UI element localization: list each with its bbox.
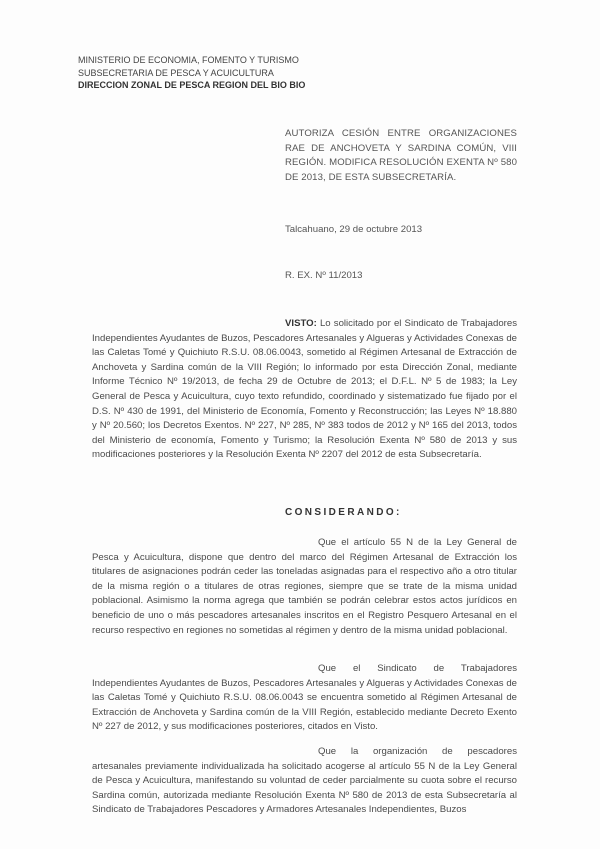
document-date: Talcahuano, 29 de octubre 2013 (285, 224, 423, 235)
subsecretary-line: SUBSECRETARIA DE PESCA Y ACUICULTURA (78, 67, 274, 78)
document-subject: AUTORIZA CESIÓN ENTRE ORGANIZACIONES RAE DE ANCHOVETA Y SARDINA COMÚN, VIII REGIÓN. MODIFICA RESOLUCIÓN EXENTA Nº 580 DE 2013, DE ESTA SUBSECRETARÍA. (285, 128, 517, 183)
considerando-paragraph-1 (92, 536, 517, 638)
ministry-line: MINISTERIO DE ECONOMIA, FOMENTO Y TURISMO (78, 55, 299, 65)
letterhead (78, 54, 305, 92)
visto-section (92, 317, 517, 463)
considerando-heading: CONSIDERANDO: (285, 507, 402, 518)
zonal-office-line: DIRECCION ZONAL DE PESCA REGION DEL BIO BIO (78, 80, 306, 90)
visto-label: VISTO: (285, 318, 317, 329)
visto-text: Lo solicitado por el Sindicato de Trabajadores Independientes Ayudantes de Buzos, Pescadores Artesanales y Algueras y Actividades Conexas de las Caletas Tomé y Quichiuto R.S.U. 08.06.0043, sometido al Régimen Artesanal de Extracción de Anchoveta y Sardina común de la VIII Región; lo informado por esta Dirección Zonal, mediante Informe Técnico Nº 19/2013, de fecha 29 de Octubre de 2013; el D.F.L. Nº 5 de 1983; la Ley General de Pesca y Acuicultura, cuyo texto refundido, coordinado y sistematizado fue fijado por el D.S. Nº 430 de 1991, del Ministerio de Economía, Fomento y Reconstrucción; las Leyes Nº 18.880 y Nº 20.560; los Decretos Exentos. Nº 227, Nº 285, Nº 383 todos de 2012 y Nº 165 del 2013, todos del Ministerio de economía, Fomento y Turismo; la Resolución Exenta Nº 580 de 2013 y sus modificaciones posteriores y la Resolución Exenta Nº 2207 del 2012 de esta Subsecretaría. (92, 318, 517, 461)
paragraph-text: Que el artículo 55 N de la Ley General de Pesca y Acuicultura, dispone que dentro del marco del Régimen Artesanal de Extracción los titulares de asignaciones podrán ceder las toneladas asignadas para el respectivo año a otro titular de la misma región o a titulares de otras regiones, siempre que se trate de la misma unidad poblacional. Asimismo la norma agrega que también se podrán celebrar estos actos jurídicos en beneficio de uno o más pescadores artesanales inscritos en el Registro Pesquero Artesanal en el recurso respectivo en regiones no sometidas al régimen y dentro de la misma unidad poblacional. (92, 537, 517, 636)
considerando-paragraph-2 (92, 662, 517, 735)
considerando-paragraph-3 (92, 745, 517, 818)
paragraph-text: Que la organización de pescadores artesanales previamente individualizada ha solicitado acogerse al artículo 55 N de la Ley General de Pesca y Acuicultura, manifestando su voluntad de ceder parcialmente su cuota sobre el recurso Sardina común, autorizada mediante Resolución Exenta Nº 580 de 2013 de esta Subsecretaría al Sindicato de Trabajadores Pescadores y Armadores Artesanales Independientes, Buzos (92, 746, 517, 816)
paragraph-text: Que el Sindicato de Trabajadores Independientes Ayudantes de Buzos, Pescadores Artesanales y Algueras y Actividades Conexas de las Caletas Tomé y Quichiuto R.S.U. 08.06.0043 se encuentra sometido al Régimen Artesanal de Extracción de Anchoveta y Sardina común de la VIII Región, establecido mediante Decreto Exento Nº 227 de 2012, y sus modificaciones posteriores, citados en Visto. (92, 663, 517, 733)
resolution-number: R. EX. Nº 11/2013 (285, 270, 363, 281)
